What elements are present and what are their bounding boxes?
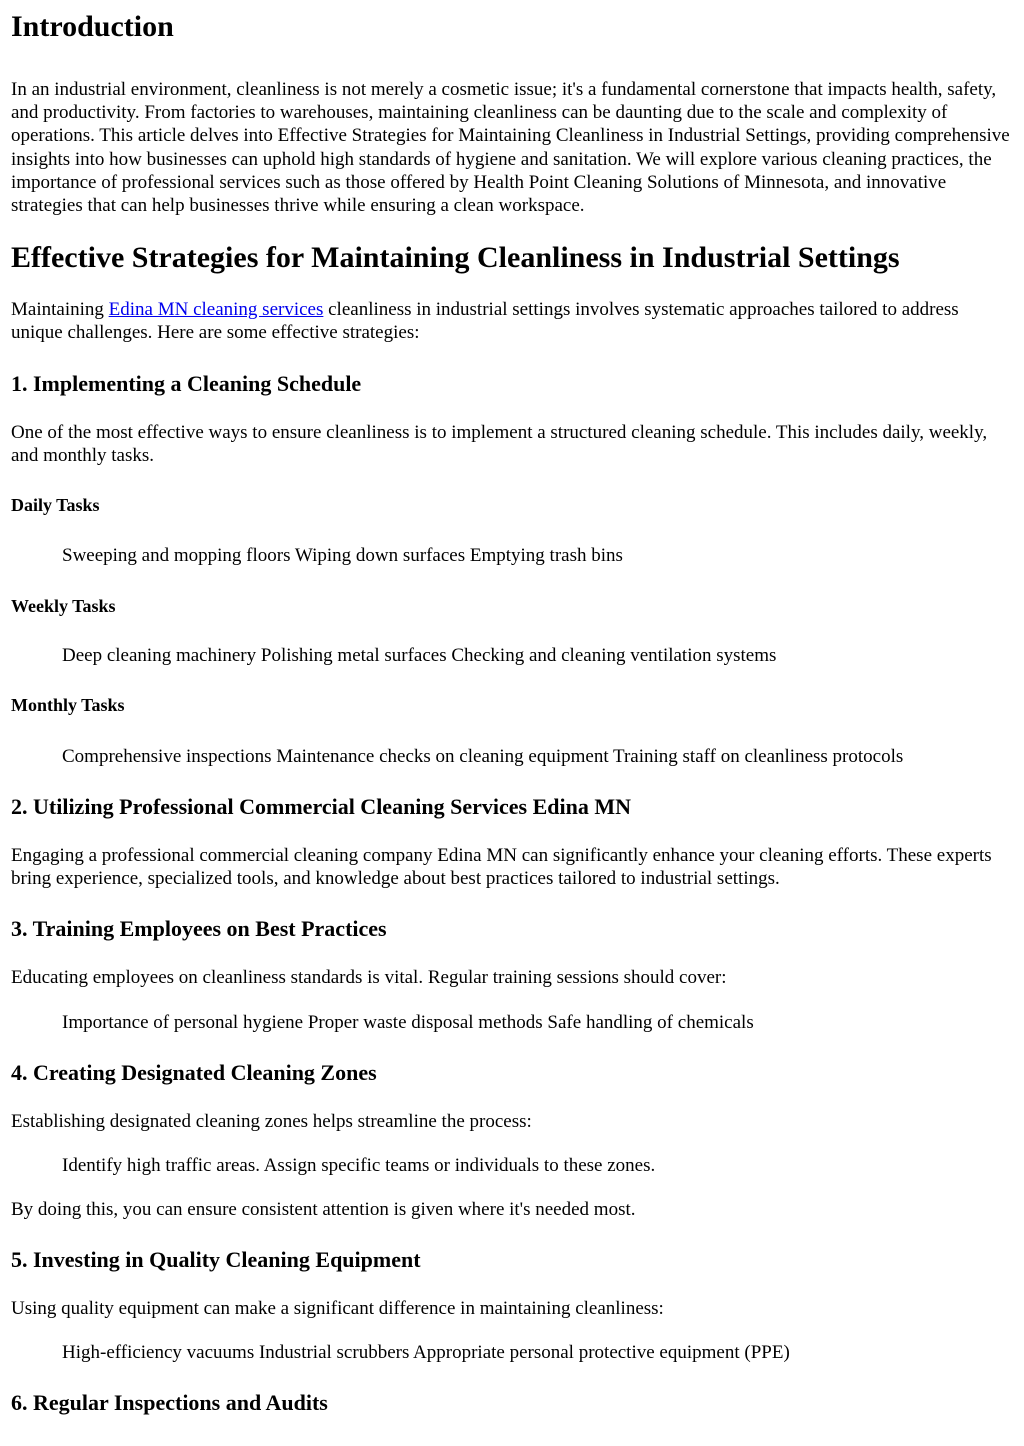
section-5-heading: 5. Investing in Quality Cleaning Equipment bbox=[11, 1247, 421, 1273]
monthly-tasks-list: Comprehensive inspections Maintenance checks on cleaning equipment Training staff on cleanliness protocols bbox=[62, 746, 904, 768]
weekly-tasks-list: Deep cleaning machinery Polishing metal surfaces Checking and cleaning ventilation systems bbox=[62, 645, 777, 667]
section-3-heading: 3. Training Employees on Best Practices bbox=[11, 916, 387, 942]
weekly-tasks-heading: Weekly Tasks bbox=[11, 596, 116, 617]
section-2-heading: 2. Utilizing Professional Commercial Cleaning Services Edina MN bbox=[11, 794, 632, 820]
edina-cleaning-services-link[interactable]: Edina MN cleaning services bbox=[108, 299, 324, 321]
main-heading: Effective Strategies for Maintaining Cleanliness in Industrial Settings bbox=[11, 241, 900, 275]
intro-heading: Introduction bbox=[11, 10, 174, 43]
section-4-paragraph: Establishing designated cleaning zones helps streamline the process: bbox=[11, 1110, 532, 1132]
section-3-list: Importance of personal hygiene Proper waste disposal methods Safe handling of chemicals bbox=[62, 1011, 754, 1033]
main-intro-before-link: Maintaining bbox=[11, 299, 109, 321]
monthly-tasks-heading: Monthly Tasks bbox=[11, 695, 125, 716]
intro-paragraph: In an industrial environment, cleanliness is not merely a cosmetic issue; it's a fundamental cornerstone that impacts health, safety, and productivity. From factories to warehouses, maintaining cleanliness can be daunting due to the scale and complexity of operations. This article delves into Effective Strategies for Maintaining Cleanliness in Industrial Settings, providing comprehensive insights into how businesses can uphold high standards of hygiene and sanitation. We will explore various cleaning practices, the importance of professional services such as those offered by Health Point Cleaning Solutions of Minnesota, and innovative strategies that can help businesses thrive while ensuring a clean workspace. bbox=[11, 79, 1010, 217]
daily-tasks-list: Sweeping and mopping floors Wiping down surfaces Emptying trash bins bbox=[62, 545, 623, 567]
section-1-heading: 1. Implementing a Cleaning Schedule bbox=[11, 370, 362, 396]
section-5-paragraph: Using quality equipment can make a significant difference in maintaining cleanliness: bbox=[11, 1298, 664, 1320]
section-4-list: Identify high traffic areas. Assign specific teams or individuals to these zones. bbox=[62, 1154, 656, 1176]
section-2-paragraph: Engaging a professional commercial cleaning company Edina MN can significantly enhance your cleaning efforts. These experts bring experience, specialized tools, and knowledge about best practices tailored to industrial settings. bbox=[11, 845, 992, 890]
section-3-paragraph: Educating employees on cleanliness standards is vital. Regular training sessions should cover: bbox=[11, 967, 727, 989]
section-6-heading: 6. Regular Inspections and Audits bbox=[11, 1390, 328, 1416]
section-4-after-paragraph: By doing this, you can ensure consistent attention is given where it's needed most. bbox=[11, 1198, 636, 1220]
section-4-heading: 4. Creating Designated Cleaning Zones bbox=[11, 1059, 377, 1085]
section-5-list: High-efficiency vacuums Industrial scrubbers Appropriate personal protective equipment (PPE) bbox=[62, 1342, 790, 1364]
section-1-paragraph: One of the most effective ways to ensure cleanliness is to implement a structured cleaning schedule. This includes daily, weekly, and monthly tasks. bbox=[11, 421, 988, 466]
main-intro-paragraph bbox=[11, 298, 1013, 344]
main-intro-after-link: cleanliness in industrial settings involves systematic approaches tailored to address unique challenges. Here are some effective strategies: bbox=[11, 299, 959, 344]
daily-tasks-heading: Daily Tasks bbox=[11, 495, 100, 516]
